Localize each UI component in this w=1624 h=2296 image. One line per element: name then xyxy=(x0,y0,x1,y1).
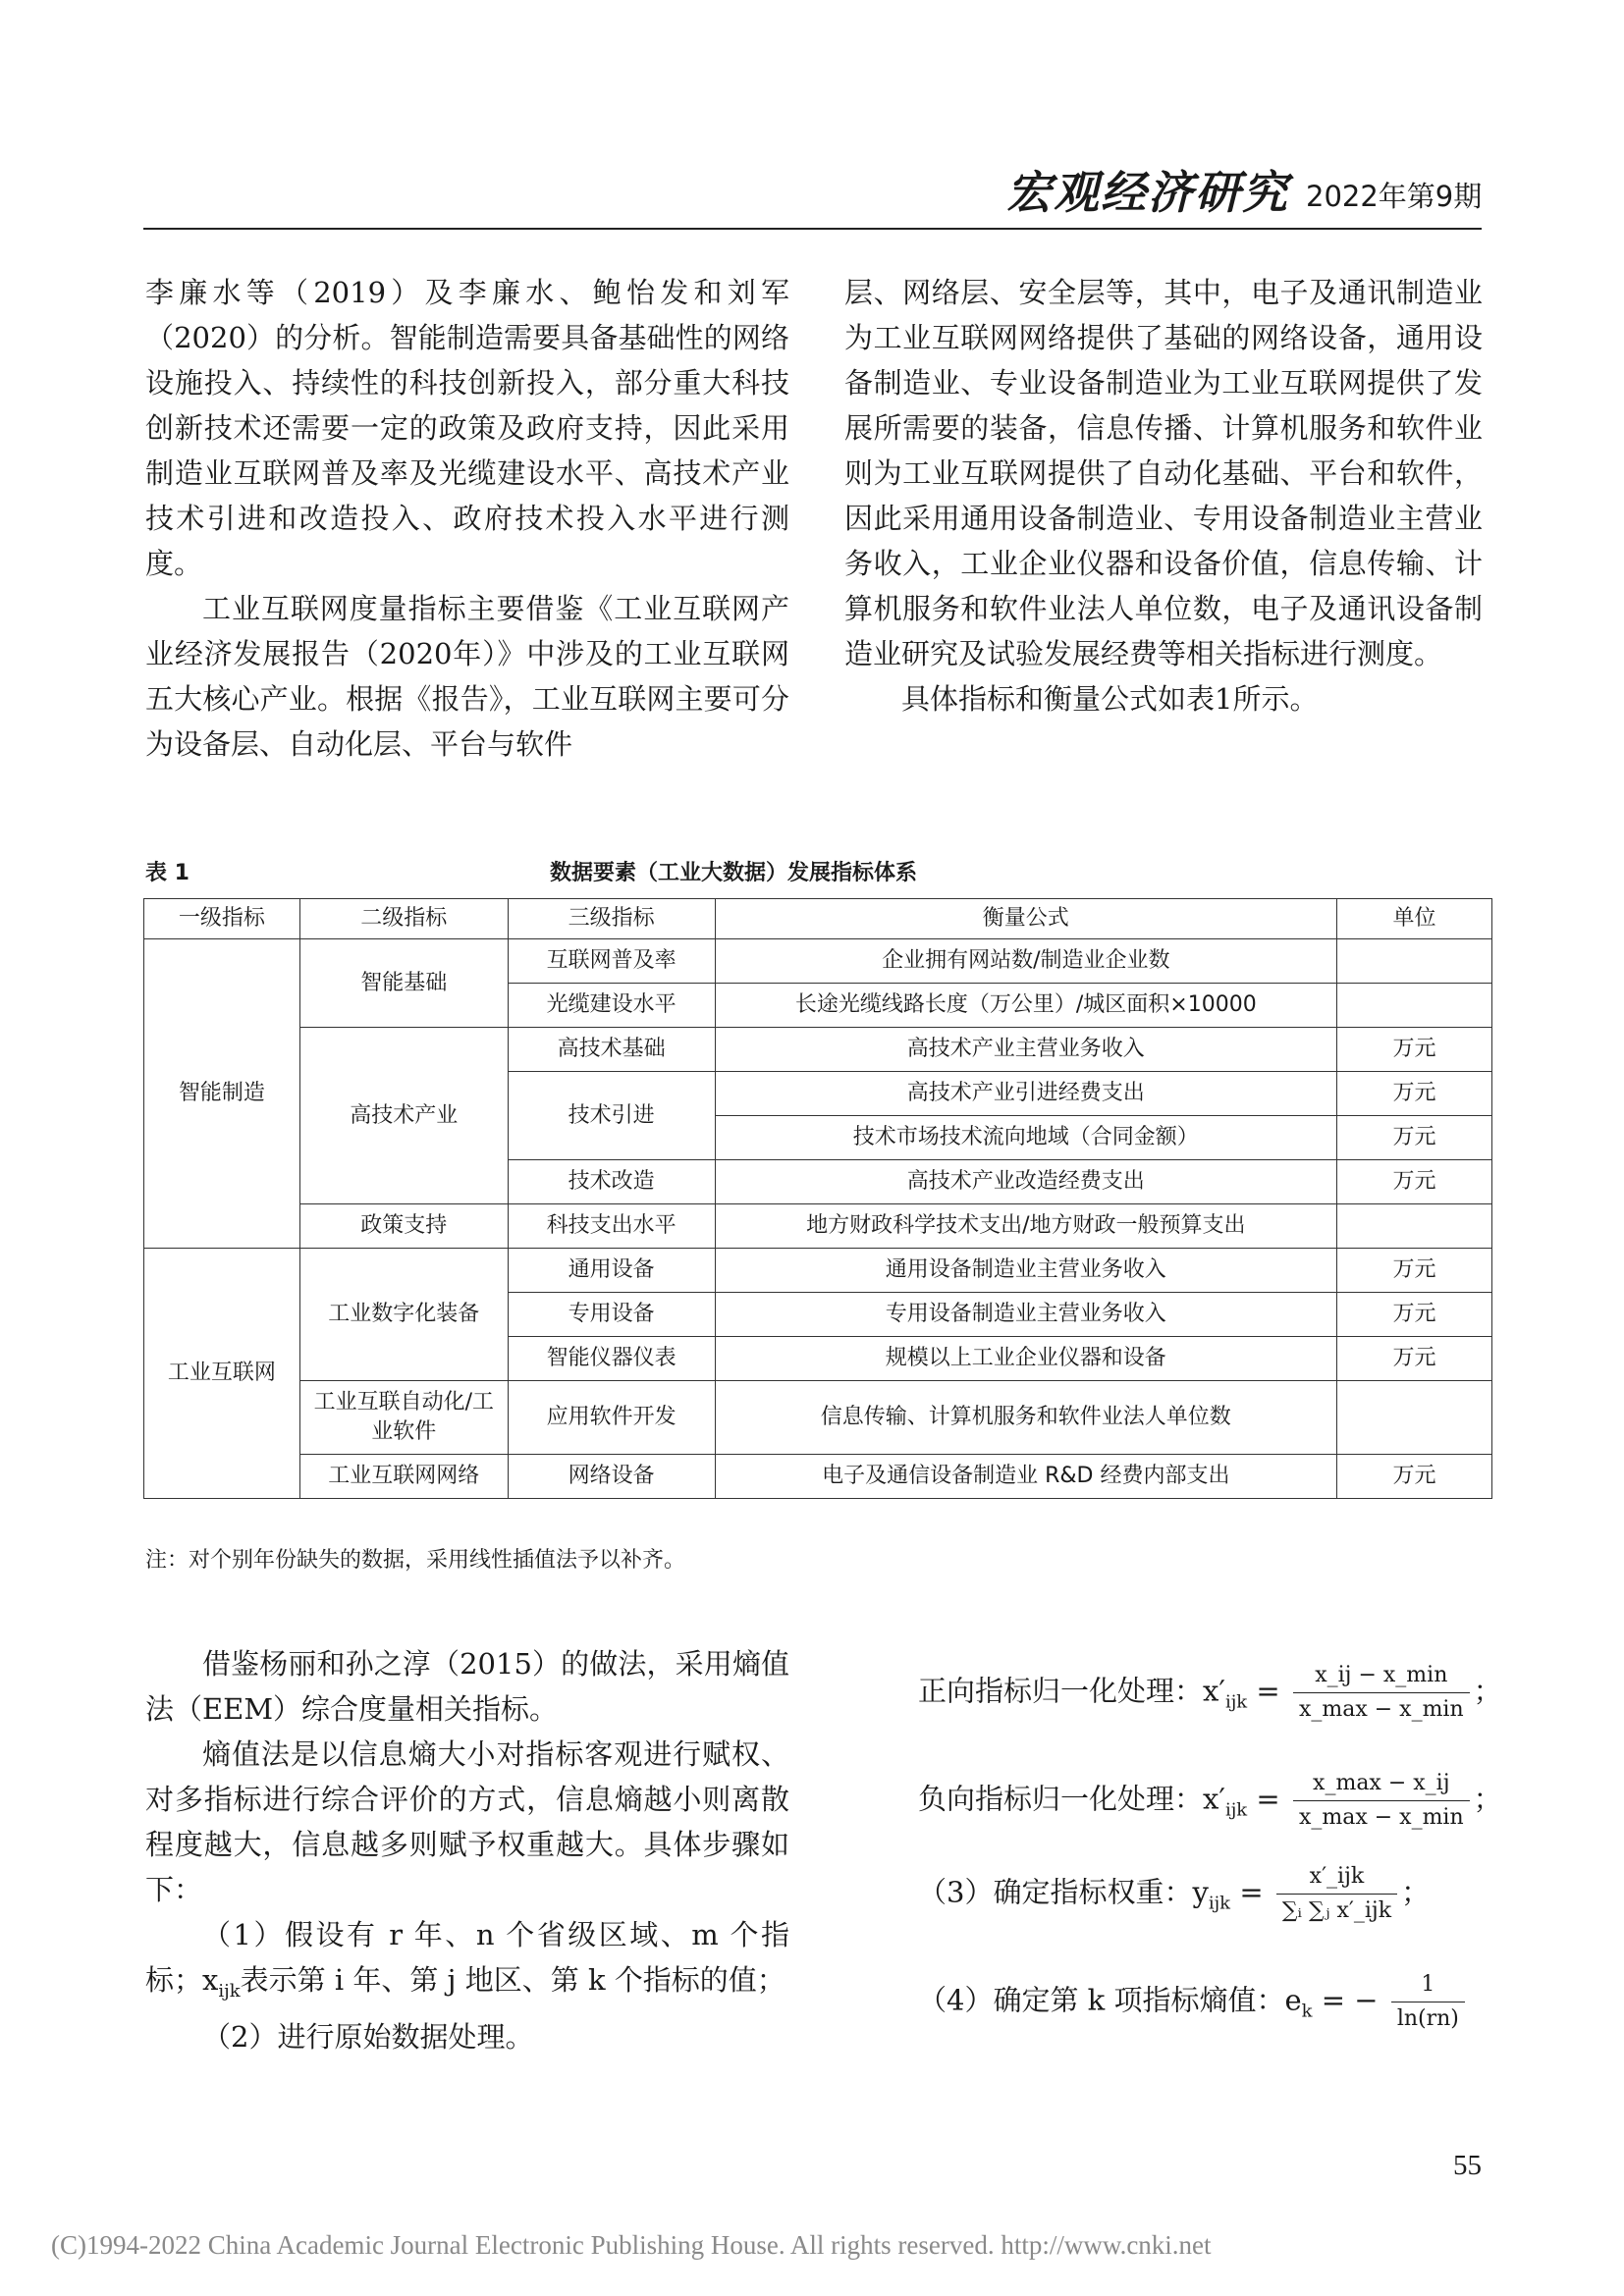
semicolon: ； xyxy=(1401,1875,1431,1909)
level3-cell: 专用设备 xyxy=(508,1293,715,1337)
unit-cell: 万元 xyxy=(1337,1072,1492,1116)
formula-cell: 专用设备制造业主营业务收入 xyxy=(715,1293,1337,1337)
denominator: ln(rn) xyxy=(1396,2006,1459,2031)
unit-cell: 万元 xyxy=(1337,1160,1492,1204)
formula-label: （4）确定第 k 项指标熵值：e xyxy=(918,1983,1302,2017)
fraction xyxy=(1293,1767,1470,1835)
table-row xyxy=(144,1204,1492,1249)
left-column-bottom xyxy=(145,1641,789,2059)
unit-cell: 万元 xyxy=(1337,1293,1492,1337)
unit-cell: 万元 xyxy=(1337,1337,1492,1381)
left-column-top xyxy=(145,270,789,767)
formula-cell: 技术市场技术流向地域（合同金额） xyxy=(715,1116,1337,1160)
formula-label: 负向指标归一化处理：x′ xyxy=(918,1782,1225,1816)
formula-cell: 电子及通信设备制造业 R&D 经费内部支出 xyxy=(715,1455,1337,1499)
formula-negative-normalization xyxy=(918,1767,1502,1835)
paragraph: （2）进行原始数据处理。 xyxy=(202,2019,534,2054)
subscript: ijk xyxy=(1224,1691,1248,1713)
fraction xyxy=(1391,1968,1465,2036)
formula-label: （3）确定指标权重：y xyxy=(918,1875,1209,1909)
semicolon: ； xyxy=(1473,1782,1502,1816)
unit-cell xyxy=(1337,984,1492,1028)
paragraph: 李廉水等（2019）及李廉水、鲍怡发和刘军（2020）的分析。智能制造需要具备基础性的网络设施投入、持续性的科技创新投入，部分重大科技创新技术还需要一定的政策及政府支持，因此采用制造业互联网普及率及光缆建设水平、高技术产业技术引进和改造投入、政府技术投入水平进行测度。 xyxy=(145,276,789,580)
level3-cell: 高技术基础 xyxy=(508,1028,715,1072)
level3-cell: 智能仪器仪表 xyxy=(508,1337,715,1381)
table-header-cell: 一级指标 xyxy=(144,899,300,939)
issue-label: 2022年第9期 xyxy=(1306,180,1483,213)
formula-cell: 信息传输、计算机服务和软件业法人单位数 xyxy=(715,1381,1337,1455)
table-row xyxy=(144,1028,1492,1072)
table-header-cell: 三级指标 xyxy=(508,899,715,939)
numerator: x_max − x_ij xyxy=(1293,1767,1470,1801)
level2-cell: 高技术产业 xyxy=(299,1028,508,1204)
right-column-top xyxy=(844,270,1483,721)
level2-cell: 政策支持 xyxy=(299,1204,508,1249)
paragraph: 层、网络层、安全层等，其中，电子及通讯制造业为工业互联网网络提供了基础的网络设备，通用设备制造业、专业设备制造业为工业互联网提供了发展所需要的装备，信息传播、计算机服务和软件业则为工业互联网提供了自动化基础、平台和软件，因此采用通用设备制造业、专用设备制造业主营业务收入，工业企业仪器和设备价值，信息传输、计算机服务和软件业法人单位数，电子及通讯设备制造业研究及试验发展经费等相关指标进行测度。 xyxy=(844,276,1483,670)
formula-weight xyxy=(918,1860,1430,1928)
journal-title: 宏观经济研究 xyxy=(1006,166,1289,219)
unit-cell xyxy=(1337,1204,1492,1249)
indicator-table xyxy=(143,898,1492,1499)
subscript: ijk xyxy=(1224,1799,1248,1821)
numerator: x_ij − x_min xyxy=(1293,1659,1470,1693)
table-row xyxy=(144,1381,1492,1455)
page-number: 55 xyxy=(1453,2150,1482,2181)
formula-positive-normalization xyxy=(918,1659,1502,1727)
level3-cell: 技术引进 xyxy=(508,1072,715,1160)
table-row xyxy=(144,939,1492,984)
subscript: ijk xyxy=(218,1980,241,2002)
fraction xyxy=(1276,1860,1397,1928)
table-header-row xyxy=(144,899,1492,939)
subscript: k xyxy=(1301,2001,1313,2022)
level3-cell: 互联网普及率 xyxy=(508,939,715,984)
formula-cell: 长途光缆线路长度（万公里）/城区面积×10000 xyxy=(715,984,1337,1028)
unit-cell xyxy=(1337,1381,1492,1455)
level3-cell: 通用设备 xyxy=(508,1249,715,1293)
level3-cell: 科技支出水平 xyxy=(508,1204,715,1249)
denominator: x_max − x_min xyxy=(1298,1697,1464,1722)
table-title: 数据要素（工业大数据）发展指标体系 xyxy=(550,861,918,885)
level3-cell: 光缆建设水平 xyxy=(508,984,715,1028)
numerator: x′_ijk xyxy=(1276,1860,1397,1895)
formula-cell: 地方财政科学技术支出/地方财政一般预算支出 xyxy=(715,1204,1337,1249)
unit-cell: 万元 xyxy=(1337,1116,1492,1160)
step-text: （1）假设有 r 年、n 个省级区域、m 个指标；x xyxy=(145,1918,789,1997)
formula-cell: 规模以上工业企业仪器和设备 xyxy=(715,1337,1337,1381)
level3-cell: 应用软件开发 xyxy=(508,1381,715,1455)
formula-cell: 高技术产业改造经费支出 xyxy=(715,1160,1337,1204)
table-header-cell: 单位 xyxy=(1337,899,1492,939)
formula-cell: 企业拥有网站数/制造业企业数 xyxy=(715,939,1337,984)
equals: = xyxy=(1256,1674,1280,1708)
table-number: 表 1 xyxy=(145,861,189,885)
formula-cell: 高技术产业引进经费支出 xyxy=(715,1072,1337,1116)
copyright-footer: (C)1994-2022 China Academic Journal Electronic Publishing House. All rights reserved. http://www.cnki.net xyxy=(51,2230,1212,2260)
formula-label: 正向指标归一化处理：x′ xyxy=(918,1674,1225,1708)
numerator: 1 xyxy=(1391,1968,1465,2002)
subscript: ijk xyxy=(1208,1893,1231,1914)
level2-cell: 工业数字化装备 xyxy=(299,1249,508,1381)
paragraph: 借鉴杨丽和孙之淳（2015）的做法，采用熵值法（EEM）综合度量相关指标。 xyxy=(145,1647,789,1726)
paragraph: 工业互联网度量指标主要借鉴《工业互联网产业经济发展报告（2020年）》中涉及的工业互联网五大核心产业。根据《报告》，工业互联网主要可分为设备层、自动化层、平台与软件 xyxy=(145,592,789,761)
equals: = xyxy=(1256,1782,1280,1816)
table-note: 注：对个别年份缺失的数据，采用线性插值法予以补齐。 xyxy=(145,1548,686,1573)
paragraph: 具体指标和衡量公式如表1所示。 xyxy=(901,682,1319,716)
table-row xyxy=(144,1455,1492,1499)
denominator: ∑ᵢ ∑ⱼ x′_ijk xyxy=(1281,1898,1392,1923)
fraction xyxy=(1293,1659,1470,1727)
semicolon: ； xyxy=(1473,1674,1502,1708)
level1-cell: 工业互联网 xyxy=(144,1249,300,1499)
table-row xyxy=(144,1249,1492,1293)
step-text: 表示第 i 年、第 j 地区、第 k 个指标的值； xyxy=(240,1963,785,1997)
level2-cell: 工业互联自动化/工业软件 xyxy=(299,1381,508,1455)
level2-cell: 工业互联网网络 xyxy=(299,1455,508,1499)
equals: = xyxy=(1239,1875,1264,1909)
unit-cell: 万元 xyxy=(1337,1028,1492,1072)
paragraph: 熵值法是以信息熵大小对指标客观进行赋权、对多指标进行综合评价的方式，信息熵越小则离散程度越大，信息越多则赋予权重越大。具体步骤如下： xyxy=(145,1737,789,1906)
unit-cell: 万元 xyxy=(1337,1249,1492,1293)
level1-cell: 智能制造 xyxy=(144,939,300,1249)
header-rule xyxy=(143,228,1482,230)
paragraph xyxy=(145,1912,789,2014)
level3-cell: 网络设备 xyxy=(508,1455,715,1499)
equals: = − xyxy=(1321,1983,1379,2017)
denominator: x_max − x_min xyxy=(1298,1805,1464,1830)
formula-cell: 通用设备制造业主营业务收入 xyxy=(715,1249,1337,1293)
level3-cell: 技术改造 xyxy=(508,1160,715,1204)
unit-cell xyxy=(1337,939,1492,984)
formula-cell: 高技术产业主营业务收入 xyxy=(715,1028,1337,1072)
table-header-cell: 衡量公式 xyxy=(715,899,1337,939)
unit-cell: 万元 xyxy=(1337,1455,1492,1499)
formula-entropy xyxy=(918,1968,1469,2036)
level2-cell: 智能基础 xyxy=(299,939,508,1028)
table-header-cell: 二级指标 xyxy=(299,899,508,939)
